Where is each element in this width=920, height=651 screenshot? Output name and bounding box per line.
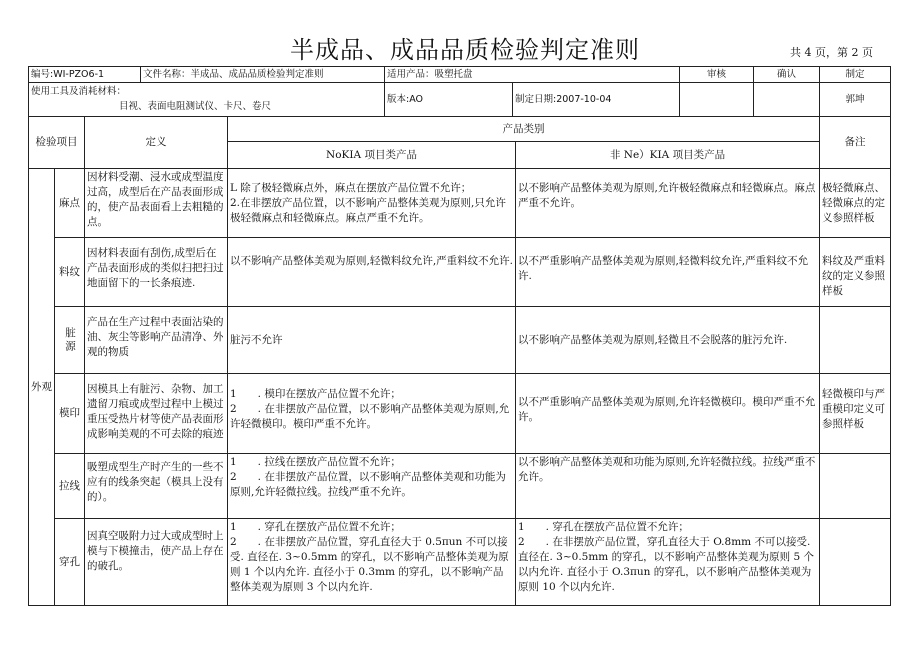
nokia-criteria: L 除了极轻微麻点外，麻点在摆放产品位置不允许； 2.在非摆放产品位置，以不影响产品整体美观为原则,只允许极轻微麻点和轻微麻点。麻点严重不允许。 (227, 168, 516, 238)
tools-cell (28, 82, 385, 117)
col-remark: 备注 (819, 116, 891, 169)
tools-label: 使用工具及消耗材料： (31, 86, 127, 97)
col-non-nokia: 非 Ne）KIA 项目类产品 (515, 141, 820, 169)
nokia-criteria: 1 . 拉线在摆放产品位置不允许； 2 . 在非摆放产品位置，以不影响产品整体美观和功能为原则,允许轻微拉线。拉线严重不允许。 (227, 453, 516, 519)
item-name: 拉线 (54, 453, 85, 519)
nokia-criteria: 1 . 穿孔在摆放产品位置不允许； 2 . 在非摆放产品位置，穿孔直径大于 0.5πun 不可以接受. 直径在. 3~0.5mm 的穿孔，以不影响产品整体美观为原则 1 个以内允许. 直径小于 0.3mm 的穿孔，以不影响产品整体美观为原则 3 个以内允许. (227, 518, 516, 606)
confirm-label: 确认 (753, 66, 820, 83)
item-definition: 因材料受潮、浸水或成型温度过高，成型后在产品表面形成的，使产品表面看上去粗糙的点。 (84, 168, 228, 238)
review-sign (679, 82, 754, 117)
remark: 极轻微麻点、轻微麻点的定义参照样板 (819, 168, 891, 238)
non-nokia-criteria: 以不影响产品整体美观为原则,允许极轻微麻点和轻微麻点。麻点严重不允许。 (515, 168, 820, 238)
group-appearance: 外观 (28, 168, 55, 606)
col-nokia: NoKIA 项目类产品 (227, 141, 516, 169)
nokia-criteria: 以不影响产品整体美观为原则,轻微料纹允许,严重料纹不允许. (227, 237, 516, 307)
item-name: 穿孔 (54, 518, 85, 606)
confirm-sign (753, 82, 820, 117)
col-category: 产品类别 (227, 116, 820, 142)
remark (819, 306, 891, 374)
remark: 料纹及严重料纹的定义参照样板 (819, 237, 891, 307)
item-name: 模印 (54, 373, 85, 454)
item-definition: 产品在生产过程中表面沾染的油、灰尘等影响产品清净、外观的物质 (84, 306, 228, 374)
doc-number: 编号:WI-PZO6-1 (28, 66, 141, 83)
item-definition: 因真空吸附力过大或成型时上模与下模撞击，使产品上存在的破孔。 (84, 518, 228, 606)
applicable-product: 适用产品：吸塑托盘 (384, 66, 680, 83)
non-nokia-criteria: 以不影响产品整体美观和功能为原则,允许轻微拉线。拉线严重不允许。 (515, 453, 820, 519)
non-nokia-criteria: 以不严重影响产品整体美观为原则,允许轻微模印。模印严重不允许。 (515, 373, 820, 454)
item-definition: 因模具上有脏污、杂物、加工遗留刀痕或成型过程中上模过重压受热片材等使产品表面形成影响美观的不可去除的痕迹 (84, 373, 228, 454)
inspection-table (28, 66, 891, 606)
item-name: 麻点 (54, 168, 85, 238)
item-definition: 因材料表面有刮伤,成型后在产品表面形成的类似扫把扫过地面留下的一长条痕迹. (84, 237, 228, 307)
item-name: 脏源 (54, 306, 85, 374)
tools-value: 目视、表面电阻测试仪、卡尺、卷尺 (119, 101, 272, 112)
remark (819, 453, 891, 519)
item-name: 料纹 (54, 237, 85, 307)
nokia-criteria: 1 . 模印在摆放产品位置不允许； 2 . 在非摆放产品位置，以不影响产品整体美观为原则,允许轻微模印。模印严重不允许。 (227, 373, 516, 454)
maker-name: 郭坤 (819, 82, 891, 117)
version: 版本:AO (384, 82, 513, 117)
make-label: 制定 (819, 66, 891, 83)
col-definition: 定义 (84, 116, 228, 169)
review-label: 审核 (679, 66, 754, 83)
col-item: 检验项目 (28, 116, 85, 169)
remark (819, 518, 891, 606)
non-nokia-criteria: 1 . 穿孔在摆放产品位置不允许； 2 . 在非摆放产品位置，穿孔直径大于 O.8mm 不可以接受. 直径在. 3~0.5mm 的穿孔，以不影响产品整体美观为原则 5 个以内允许. 直径小于 O.3πun 的穿孔，以不影响产品整体美观为原则 10 个以内允许. (515, 518, 820, 606)
remark: 轻微模印与严重模印定义可参照样板 (819, 373, 891, 454)
item-definition: 吸塑成型生产时产生的一些不应有的线条突起（模具上没有的）。 (84, 453, 228, 519)
nokia-criteria: 脏污不允许 (227, 306, 516, 374)
page-title: 半成品、成品品质检验判定准则 (290, 36, 640, 64)
file-name: 文件名称：半成品、成品品质检验判定准则 (140, 66, 385, 83)
non-nokia-criteria: 以不影响产品整体美观为原则,轻微且不会脱落的脏污允许. (515, 306, 820, 374)
made-date: 制定日期:2007-10-04 (512, 82, 680, 117)
page-info: 共 4 页，第 2 页 (790, 46, 873, 59)
non-nokia-criteria: 以不严重影响产品整体美观为原则,轻微料纹允许,严重料纹不允许. (515, 237, 820, 307)
